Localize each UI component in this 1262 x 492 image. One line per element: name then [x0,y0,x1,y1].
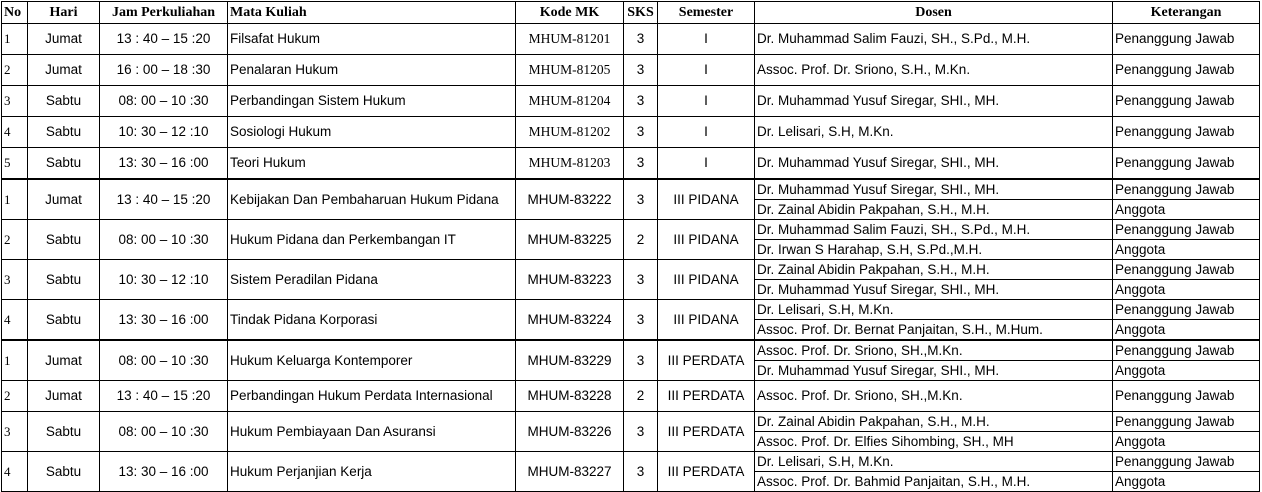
cell-semester: I [658,24,755,55]
cell-jam: 13: 30 – 16 :00 [100,148,228,180]
cell-hari: Sabtu [28,86,100,117]
cell-sks: 2 [624,381,658,412]
table-row [2,179,1260,200]
cell-semester: I [658,86,755,117]
table-row [2,260,1260,280]
table-row [2,55,1260,86]
header-sks: SKS [624,2,658,24]
cell-keterangan: Anggota [1113,240,1260,260]
cell-dosen: Dr. Muhammad Salim Fauzi, SH., S.Pd., M.H. [755,220,1113,240]
cell-jam: 13 : 40 – 15 :20 [100,24,228,55]
cell-dosen: Dr. Muhammad Yusuf Siregar, SHI., MH. [755,361,1113,381]
header-hari: Hari [28,2,100,24]
cell-mata-kuliah: Hukum Perjanjian Kerja [228,452,516,492]
cell-dosen: Dr. Muhammad Salim Fauzi, SH., S.Pd., M.H. [755,24,1113,55]
cell-no: 4 [2,117,28,148]
table-row [2,381,1260,412]
cell-dosen: Assoc. Prof. Dr. Elfies Sihombing, SH., MH [755,432,1113,452]
header-kode: Kode MK [516,2,624,24]
cell-no: 5 [2,148,28,180]
cell-no: 3 [2,260,28,300]
cell-keterangan: Anggota [1113,432,1260,452]
cell-mata-kuliah: Sosiologi Hukum [228,117,516,148]
cell-dosen: Dr. Lelisari, S.H, M.Kn. [755,117,1113,148]
cell-jam: 10: 30 – 12 :10 [100,260,228,300]
cell-hari: Jumat [28,24,100,55]
cell-no: 4 [2,452,28,492]
cell-no: 2 [2,381,28,412]
cell-keterangan: Anggota [1113,320,1260,341]
cell-mata-kuliah: Perbandingan Hukum Perdata Internasional [228,381,516,412]
cell-jam: 13 : 40 – 15 :20 [100,179,228,220]
cell-keterangan: Penanggung Jawab [1113,381,1260,412]
cell-hari: Sabtu [28,148,100,180]
cell-semester: III PERDATA [658,381,755,412]
cell-keterangan: Anggota [1113,472,1260,492]
cell-sks: 3 [624,412,658,452]
cell-kode: MHUM-81202 [516,117,624,148]
header-mata-kuliah: Mata Kuliah [228,2,516,24]
cell-no: 2 [2,220,28,260]
cell-sks: 3 [624,117,658,148]
header-no: No [2,2,28,24]
cell-dosen: Assoc. Prof. Dr. Sriono, S.H., M.Kn. [755,55,1113,86]
cell-sks: 3 [624,260,658,300]
cell-hari: Sabtu [28,220,100,260]
cell-hari: Sabtu [28,260,100,300]
schedule-body [2,24,1260,492]
cell-hari: Jumat [28,340,100,381]
cell-no: 1 [2,179,28,220]
cell-keterangan: Anggota [1113,200,1260,220]
cell-keterangan: Penanggung Jawab [1113,300,1260,320]
cell-dosen: Assoc. Prof. Dr. Sriono, SH.,M.Kn. [755,381,1113,412]
cell-dosen: Dr. Muhammad Yusuf Siregar, SHI., MH. [755,86,1113,117]
cell-dosen: Dr. Zainal Abidin Pakpahan, S.H., M.H. [755,412,1113,432]
cell-sks: 3 [624,55,658,86]
header-dosen: Dosen [755,2,1113,24]
cell-dosen: Assoc. Prof. Dr. Bahmid Panjaitan, S.H., M.H. [755,472,1113,492]
cell-no: 1 [2,24,28,55]
cell-mata-kuliah: Hukum Keluarga Kontemporer [228,340,516,381]
table-row [2,452,1260,472]
table-row [2,340,1260,361]
cell-dosen: Dr. Lelisari, S.H, M.Kn. [755,300,1113,320]
cell-jam: 13 : 40 – 15 :20 [100,381,228,412]
cell-mata-kuliah: Hukum Pembiayaan Dan Asuransi [228,412,516,452]
header-keterangan: Keterangan [1113,2,1260,24]
cell-jam: 10: 30 – 12 :10 [100,117,228,148]
cell-mata-kuliah: Sistem Peradilan Pidana [228,260,516,300]
cell-keterangan: Penanggung Jawab [1113,452,1260,472]
cell-jam: 08: 00 – 10 :30 [100,412,228,452]
cell-kode: MHUM-83229 [516,340,624,381]
cell-kode: MHUM-83224 [516,300,624,341]
cell-keterangan: Penanggung Jawab [1113,220,1260,240]
cell-mata-kuliah: Filsafat Hukum [228,24,516,55]
cell-dosen: Dr. Muhammad Yusuf Siregar, SHI., MH. [755,148,1113,180]
cell-sks: 3 [624,179,658,220]
cell-no: 3 [2,86,28,117]
header-row [2,2,1260,24]
cell-no: 4 [2,300,28,341]
cell-mata-kuliah: Teori Hukum [228,148,516,180]
table-row [2,412,1260,432]
cell-kode: MHUM-83227 [516,452,624,492]
cell-jam: 13: 30 – 16 :00 [100,300,228,341]
cell-dosen: Dr. Zainal Abidin Pakpahan, S.H., M.H. [755,260,1113,280]
table-row [2,300,1260,320]
cell-hari: Sabtu [28,452,100,492]
cell-jam: 08: 00 – 10 :30 [100,220,228,260]
schedule-table [1,1,1260,492]
cell-kode: MHUM-83223 [516,260,624,300]
cell-sks: 3 [624,148,658,180]
cell-hari: Sabtu [28,300,100,341]
cell-semester: I [658,55,755,86]
cell-no: 1 [2,340,28,381]
cell-dosen: Assoc. Prof. Dr. Bernat Panjaitan, S.H., M.Hum. [755,320,1113,341]
table-row [2,148,1260,180]
cell-sks: 3 [624,452,658,492]
cell-semester: III PIDANA [658,260,755,300]
cell-kode: MHUM-81205 [516,55,624,86]
cell-keterangan: Penanggung Jawab [1113,412,1260,432]
cell-kode: MHUM-81204 [516,86,624,117]
cell-jam: 16 : 00 – 18 :30 [100,55,228,86]
cell-semester: III PERDATA [658,340,755,381]
cell-sks: 3 [624,24,658,55]
cell-semester: I [658,148,755,180]
cell-kode: MHUM-83225 [516,220,624,260]
cell-hari: Sabtu [28,117,100,148]
cell-kode: MHUM-81201 [516,24,624,55]
cell-mata-kuliah: Penalaran Hukum [228,55,516,86]
cell-dosen: Dr. Muhammad Yusuf Siregar, SHI., MH. [755,280,1113,300]
cell-semester: III PERDATA [658,452,755,492]
cell-keterangan: Penanggung Jawab [1113,148,1260,180]
cell-semester: III PIDANA [658,300,755,341]
cell-jam: 13: 30 – 16 :00 [100,452,228,492]
cell-mata-kuliah: Tindak Pidana Korporasi [228,300,516,341]
cell-kode: MHUM-81203 [516,148,624,180]
cell-keterangan: Penanggung Jawab [1113,55,1260,86]
cell-sks: 2 [624,220,658,260]
cell-hari: Jumat [28,55,100,86]
cell-keterangan: Penanggung Jawab [1113,86,1260,117]
cell-mata-kuliah: Hukum Pidana dan Perkembangan IT [228,220,516,260]
cell-keterangan: Penanggung Jawab [1113,117,1260,148]
header-jam: Jam Perkuliahan [100,2,228,24]
cell-sks: 3 [624,300,658,341]
cell-keterangan: Penanggung Jawab [1113,24,1260,55]
cell-kode: MHUM-83222 [516,179,624,220]
header-semester: Semester [658,2,755,24]
cell-dosen: Dr. Zainal Abidin Pakpahan, S.H., M.H. [755,200,1113,220]
table-row [2,24,1260,55]
cell-semester: III PERDATA [658,412,755,452]
cell-keterangan: Anggota [1113,280,1260,300]
cell-kode: MHUM-83226 [516,412,624,452]
table-row [2,117,1260,148]
cell-hari: Jumat [28,381,100,412]
cell-sks: 3 [624,340,658,381]
cell-mata-kuliah: Kebijakan Dan Pembaharuan Hukum Pidana [228,179,516,220]
cell-jam: 08: 00 – 10 :30 [100,340,228,381]
cell-dosen: Dr. Muhammad Yusuf Siregar, SHI., MH. [755,179,1113,200]
cell-dosen: Dr. Irwan S Harahap, S.H, S.Pd.,M.H. [755,240,1113,260]
cell-hari: Jumat [28,179,100,220]
cell-hari: Sabtu [28,412,100,452]
table-row [2,220,1260,240]
cell-no: 2 [2,55,28,86]
cell-keterangan: Penanggung Jawab [1113,260,1260,280]
cell-keterangan: Penanggung Jawab [1113,340,1260,361]
cell-dosen: Assoc. Prof. Dr. Sriono, SH.,M.Kn. [755,340,1113,361]
cell-kode: MHUM-83228 [516,381,624,412]
cell-sks: 3 [624,86,658,117]
cell-no: 3 [2,412,28,452]
cell-jam: 08: 00 – 10 :30 [100,86,228,117]
cell-keterangan: Penanggung Jawab [1113,179,1260,200]
cell-mata-kuliah: Perbandingan Sistem Hukum [228,86,516,117]
cell-dosen: Dr. Lelisari, S.H, M.Kn. [755,452,1113,472]
cell-semester: III PIDANA [658,220,755,260]
cell-semester: I [658,117,755,148]
table-row [2,86,1260,117]
cell-semester: III PIDANA [658,179,755,220]
cell-keterangan: Anggota [1113,361,1260,381]
